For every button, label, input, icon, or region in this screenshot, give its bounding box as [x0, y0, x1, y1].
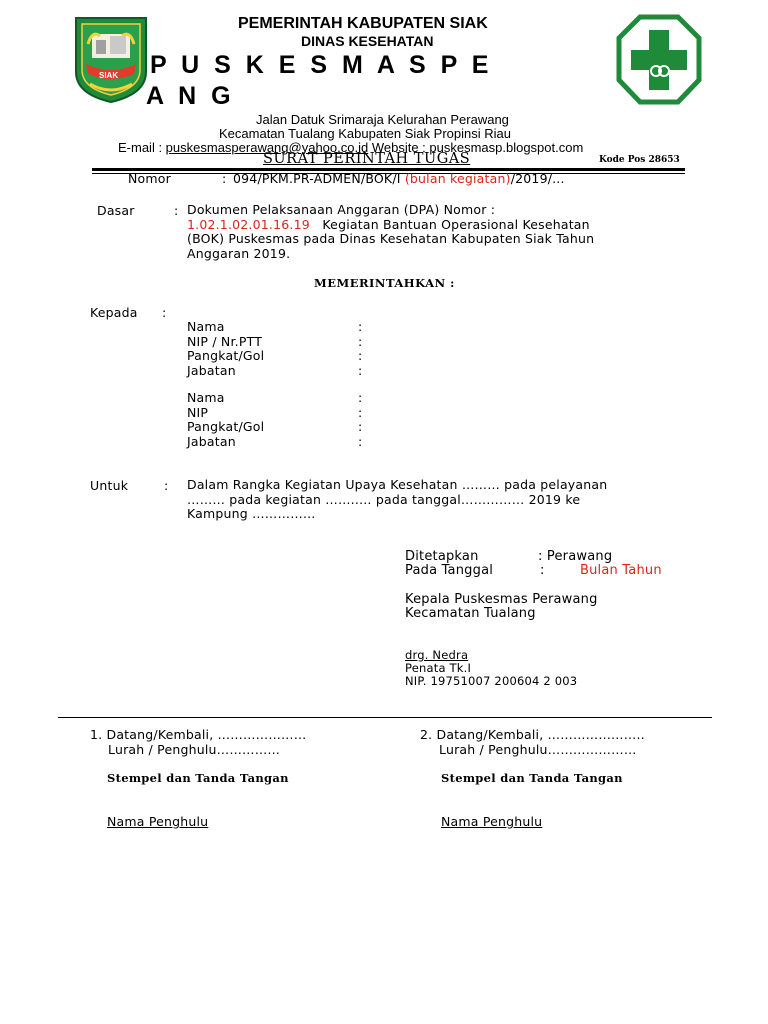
untuk-label: Untuk: [90, 478, 129, 493]
footer-left-visit: 1. Datang/Kembali, …………………: [90, 727, 307, 742]
signatory-nip: NIP. 19751007 200604 2 003: [405, 674, 578, 688]
footer-left-lurah: Lurah / Penghulu……………: [108, 742, 281, 757]
footer-right-lurah: Lurah / Penghulu…………………: [439, 742, 637, 757]
untuk-line-3: Kampung ……………: [187, 506, 316, 522]
email-label: E-mail :: [118, 140, 166, 155]
nomor-value: [233, 171, 565, 186]
footer-left-stempel: Stempel dan Tanda Tangan: [107, 771, 289, 785]
person-2-colons: : : : :: [358, 390, 363, 449]
tanggal-value: Bulan Tahun: [580, 563, 662, 578]
ditetapkan-label: Ditetapkan: [405, 549, 479, 564]
dasar-code: 1.02.1.02.01.16.19: [187, 216, 310, 232]
field-pangkat-2: Pangkat/Gol: [187, 419, 265, 434]
dasar-line-3: (BOK) Puskesmas pada Dinas Kesehatan Kabupaten Siak Tahun: [187, 231, 595, 247]
kepada-label: Kepada: [90, 305, 138, 320]
kepala-title-2: Kecamatan Tualang: [405, 606, 536, 621]
dasar-line-2-text: Kegiatan Bantuan Operasional Kesehatan: [322, 216, 590, 232]
nomor-prefix: 094/PKM.PR-ADMEN/BOK/I: [233, 171, 401, 186]
dasar-line-1: Dokumen Pelaksanaan Anggaran (DPA) Nomor :: [187, 202, 496, 217]
footer-right-stempel: Stempel dan Tanda Tangan: [441, 771, 623, 785]
email-link[interactable]: puskesmasperawang@yahoo.co.id: [165, 140, 369, 155]
signatory-name: drg. Nedra: [405, 648, 469, 662]
header-title-line2: A N G: [146, 82, 235, 110]
signatory-rank: Penata Tk.I: [405, 661, 472, 675]
memerintahkan-heading: MEMERINTAHKAN :: [314, 276, 455, 290]
header-government: PEMERINTAH KABUPATEN SIAK: [238, 15, 488, 32]
field-jabatan-1: Jabatan: [187, 362, 236, 378]
document-title: SURAT PERINTAH TUGAS: [263, 151, 471, 167]
footer-divider: [58, 717, 712, 718]
nomor-label: Nomor: [128, 171, 171, 186]
kepada-colon: :: [162, 305, 167, 320]
person-1-fields: [187, 320, 264, 378]
untuk-line-2: ……… pada kegiatan ……..… pada tanggal…………… 2019 ke: [187, 491, 581, 507]
header-address-1: Jalan Datuk Srimaraja Kelurahan Perawang: [256, 112, 509, 127]
tanggal-colon: :: [540, 563, 545, 578]
untuk-line-1: Dalam Rangka Kegiatan Upaya Kesehatan ……… pada pelayanan: [187, 477, 608, 492]
postal-code: Kode Pos 28653: [599, 155, 680, 165]
siak-logo-text: SIAK: [99, 71, 119, 80]
header-address-2: Kecamatan Tualang Kabupaten Siak Propinsi Riau: [219, 126, 511, 141]
field-nama-2: Nama: [187, 390, 225, 405]
ditetapkan-value: : Perawang: [538, 549, 613, 564]
person-1-colons: : : : :: [358, 319, 363, 378]
field-jabatan-2: Jabatan: [187, 433, 236, 449]
dasar-colon: :: [174, 203, 179, 218]
footer-right-visit: 2. Datang/Kembali, …………………..: [420, 727, 645, 742]
nomor-suffix: /2019/...: [510, 171, 565, 186]
dasar-line-4: Anggaran 2019.: [187, 245, 291, 261]
person-2-fields: [187, 391, 264, 449]
siak-crest-logo: [70, 14, 152, 104]
dasar-line-2: [187, 218, 685, 233]
footer-left-nama: Nama Penghulu: [107, 814, 209, 829]
header-department: DINAS KESEHATAN: [301, 33, 434, 49]
field-nama-1: Nama: [187, 319, 225, 334]
footer-right-nama: Nama Penghulu: [441, 814, 543, 829]
dasar-label: Dasar: [97, 203, 135, 218]
website-text: Website : puskesmasp.blogspot.com: [368, 140, 584, 155]
header-title-line1: P U S K E S M A S P E: [150, 51, 493, 79]
field-pangkat-1: Pangkat/Gol: [187, 348, 265, 363]
field-nip-2: NIP: [187, 404, 209, 420]
puskesmas-logo: [616, 14, 702, 106]
nomor-colon: :: [222, 171, 227, 186]
untuk-text: [187, 478, 685, 522]
dasar-text: [187, 203, 685, 261]
field-nip-1: NIP / Nr.PTT: [187, 333, 263, 349]
untuk-colon: :: [164, 478, 169, 493]
nomor-placeholder: (bulan kegiatan): [404, 171, 511, 186]
kepala-title-1: Kepala Puskesmas Perawang: [405, 592, 598, 607]
tanggal-label: Pada Tanggal: [405, 563, 494, 578]
